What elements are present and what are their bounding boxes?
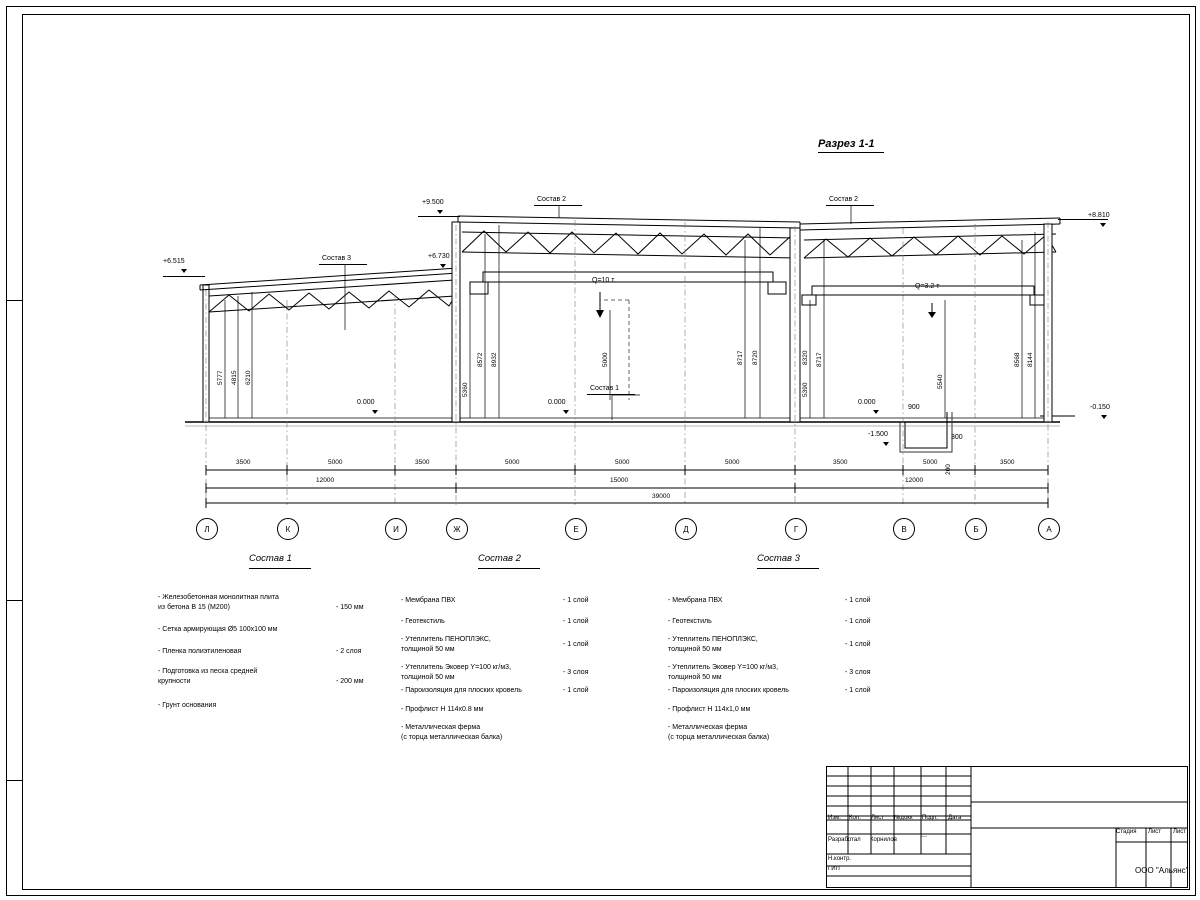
callout-label: Состав 1: [590, 385, 620, 392]
spec-row-name-2: (с торца металлическая балка): [401, 734, 503, 741]
callout-underline: [587, 394, 635, 395]
spec-row-name: - Грунт основания: [158, 702, 217, 709]
level-mark: -0.150: [1090, 404, 1110, 411]
vertical-dimension: 8568: [1014, 352, 1021, 367]
stamp-right-header: Лист: [1148, 829, 1162, 835]
spec-row-value: - 3 слоя: [563, 669, 589, 676]
spec-row-name: - Утеплитель Эковер Y=100 кг/м3,: [668, 664, 779, 671]
spec-row-name: - Пароизоляция для плоских кровель: [401, 687, 522, 694]
stamp-role: ГИП: [828, 866, 840, 872]
dim-chain1-value: 5000: [505, 459, 520, 466]
stamp-right-header: Стадия: [1116, 829, 1137, 835]
dim-chain1-value: 3500: [833, 459, 848, 466]
level-mark: 0.000: [548, 399, 566, 406]
vertical-dimension: 5360: [462, 382, 469, 397]
axis-bubble: К: [277, 518, 299, 540]
vertical-dimension: 5777: [217, 370, 224, 385]
spec-row-name: - Сетка армирующая Ø5 100х100 мм: [158, 626, 278, 633]
spec-row-name-2: толщиной 50 мм: [401, 674, 455, 681]
callout-underline: [319, 264, 367, 265]
level-mark: +6.515: [163, 258, 185, 265]
spec-row-name: - Утеплитель Эковер Y=100 кг/м3,: [401, 664, 512, 671]
dim-chain1-value: 5000: [725, 459, 740, 466]
signature-mark: ⌒: [920, 837, 927, 843]
spec-row-value: - 1 слой: [845, 597, 871, 604]
dim-chain1-value: 3500: [1000, 459, 1015, 466]
spec-row-value: - 2 слоя: [336, 648, 362, 655]
spec-title-2: Состав 2: [478, 553, 521, 564]
stamp-right-header: Лист: [1173, 829, 1187, 835]
spec-row-value: - 1 слой: [845, 687, 871, 694]
level-mark: -1.500: [868, 431, 888, 438]
spec-row-value: - 1 слой: [563, 641, 589, 648]
spec-row-name: - Мембрана ПВХ: [668, 597, 723, 604]
spec-row-name-2: толщиной 50 мм: [668, 674, 722, 681]
spec-row-name: - Профлист Н 114х0.8 мм: [401, 706, 484, 713]
callout-label: Состав 2: [829, 196, 859, 203]
axis-bubble: И: [385, 518, 407, 540]
level-arrow-icon: [181, 269, 187, 273]
company-name: ООО "Альянс": [1135, 866, 1189, 875]
stamp-col-header: Изм.: [828, 815, 841, 821]
title-block-grid: [826, 766, 1188, 888]
stamp-col-header: №докк: [894, 815, 913, 821]
pit-dimension: 200: [945, 464, 952, 475]
vertical-dimension: 5390: [802, 382, 809, 397]
level-mark: 0.000: [858, 399, 876, 406]
spec-row-name-2: толщиной 50 мм: [401, 646, 455, 653]
vertical-dimension: 5000: [602, 352, 609, 367]
spec-row-value: - 1 слой: [845, 641, 871, 648]
callout-underline: [534, 205, 582, 206]
crane-capacity-label: Q=3.2 т: [915, 283, 940, 290]
stamp-role: Н.контр.: [828, 856, 852, 862]
spec-row-name: - Металлическая ферма: [401, 724, 481, 731]
stamp-col-header: Подп.: [922, 815, 938, 821]
level-arrow-icon: [1101, 415, 1107, 419]
dim-chain1-value: 3500: [415, 459, 430, 466]
spec-row-name-2: (с торца металлическая балка): [668, 734, 770, 741]
level-mark: +8.810: [1088, 212, 1110, 219]
frame-tick: [6, 600, 22, 601]
vertical-dimension: 8720: [752, 350, 759, 365]
spec-row-value: - 1 слой: [563, 687, 589, 694]
level-arrow-icon: [437, 210, 443, 214]
spec-row-value: - 1 слой: [845, 618, 871, 625]
level-mark: +9.500: [422, 199, 444, 206]
stamp-col-header: Лист: [871, 815, 885, 821]
spec-row-value: - 3 слоя: [845, 669, 871, 676]
dim-chain2-value: 12000: [316, 477, 335, 484]
axis-bubble: В: [893, 518, 915, 540]
spec-row-name: - Подготовка из песка средней: [158, 668, 258, 675]
dim-chain3-value: 39000: [652, 493, 671, 500]
dim-chain2-value: 15000: [610, 477, 629, 484]
spec-row-value: - 1 слой: [563, 618, 589, 625]
spec-row-name-2: толщиной 50 мм: [668, 646, 722, 653]
dim-chain1-value: 5000: [328, 459, 343, 466]
spec-title-3: Состав 3: [757, 553, 800, 564]
spec-row-name-2: крупности: [158, 678, 191, 685]
level-leader: [418, 216, 460, 217]
spec-row-value: - 150 мм: [336, 604, 364, 611]
crane-capacity-label: Q=10 т: [592, 277, 615, 284]
dim-chain1-value: 5000: [615, 459, 630, 466]
spec-row-name: - Мембрана ПВХ: [401, 597, 456, 604]
vertical-dimension: 4815: [231, 370, 238, 385]
spec-row-name: - Геотекстиль: [401, 618, 445, 625]
axis-bubble: А: [1038, 518, 1060, 540]
spec-row-value: - 1 слой: [563, 597, 589, 604]
spec-row-value: - 200 мм: [336, 678, 364, 685]
section-title: Разрез 1-1: [818, 138, 875, 150]
spec-row-name-2: из бетона В 15 (М200): [158, 604, 230, 611]
pit-dimension: 900: [908, 404, 920, 411]
stamp-person-name: Корнилов: [870, 837, 897, 843]
callout-label: Состав 3: [322, 255, 352, 262]
frame-tick: [6, 780, 22, 781]
dim-chain1-value: 3500: [236, 459, 251, 466]
spec-row-name: - Утеплитель ПЕНОПЛЭКС,: [668, 636, 758, 643]
axis-bubble: Д: [675, 518, 697, 540]
level-arrow-icon: [873, 410, 879, 414]
spec-row-name: - Профлист Н 114х1,0 мм: [668, 706, 751, 713]
spec-row-name: - Пленка полиэтиленовая: [158, 648, 242, 655]
level-arrow-icon: [563, 410, 569, 414]
spec-row-name: - Железобетонная монолитная плита: [158, 594, 279, 601]
level-arrow-icon: [1100, 223, 1106, 227]
dim-chain2-value: 12000: [905, 477, 924, 484]
stamp-role: Разработал: [828, 837, 861, 843]
axis-bubble: Е: [565, 518, 587, 540]
spec-title-1: Состав 1: [249, 553, 292, 564]
spec-row-name: - Металлическая ферма: [668, 724, 748, 731]
vertical-dimension: 8144: [1027, 352, 1034, 367]
dim-chain1-value: 5000: [923, 459, 938, 466]
pit-dimension: 300: [951, 434, 963, 441]
axis-bubble: Г: [785, 518, 807, 540]
spec-title-underline: [249, 568, 311, 569]
vertical-dimension: 8572: [477, 352, 484, 367]
level-mark: +6.730: [428, 253, 450, 260]
level-leader: [163, 276, 205, 277]
spec-title-underline: [757, 568, 819, 569]
stamp-col-header: Дата: [948, 815, 962, 821]
axis-bubble: Л: [196, 518, 218, 540]
vertical-dimension: 8717: [816, 352, 823, 367]
level-leader: [1058, 219, 1108, 220]
vertical-dimension: 6210: [245, 370, 252, 385]
spec-title-underline: [478, 568, 540, 569]
vertical-dimension: 8932: [491, 352, 498, 367]
spec-row-name: - Пароизоляция для плоских кровель: [668, 687, 789, 694]
axis-bubble: Б: [965, 518, 987, 540]
vertical-dimension: 8320: [802, 350, 809, 365]
callout-label: Состав 2: [537, 196, 567, 203]
level-arrow-icon: [883, 442, 889, 446]
level-mark: 0.000: [357, 399, 375, 406]
spec-row-name: - Утеплитель ПЕНОПЛЭКС,: [401, 636, 491, 643]
level-arrow-icon: [372, 410, 378, 414]
vertical-dimension: 8717: [737, 350, 744, 365]
callout-underline: [826, 205, 874, 206]
axis-bubble: Ж: [446, 518, 468, 540]
vertical-dimension: 5540: [937, 374, 944, 389]
level-arrow-icon: [440, 264, 446, 268]
spec-row-name: - Геотекстиль: [668, 618, 712, 625]
stamp-col-header: Кол.: [849, 815, 861, 821]
